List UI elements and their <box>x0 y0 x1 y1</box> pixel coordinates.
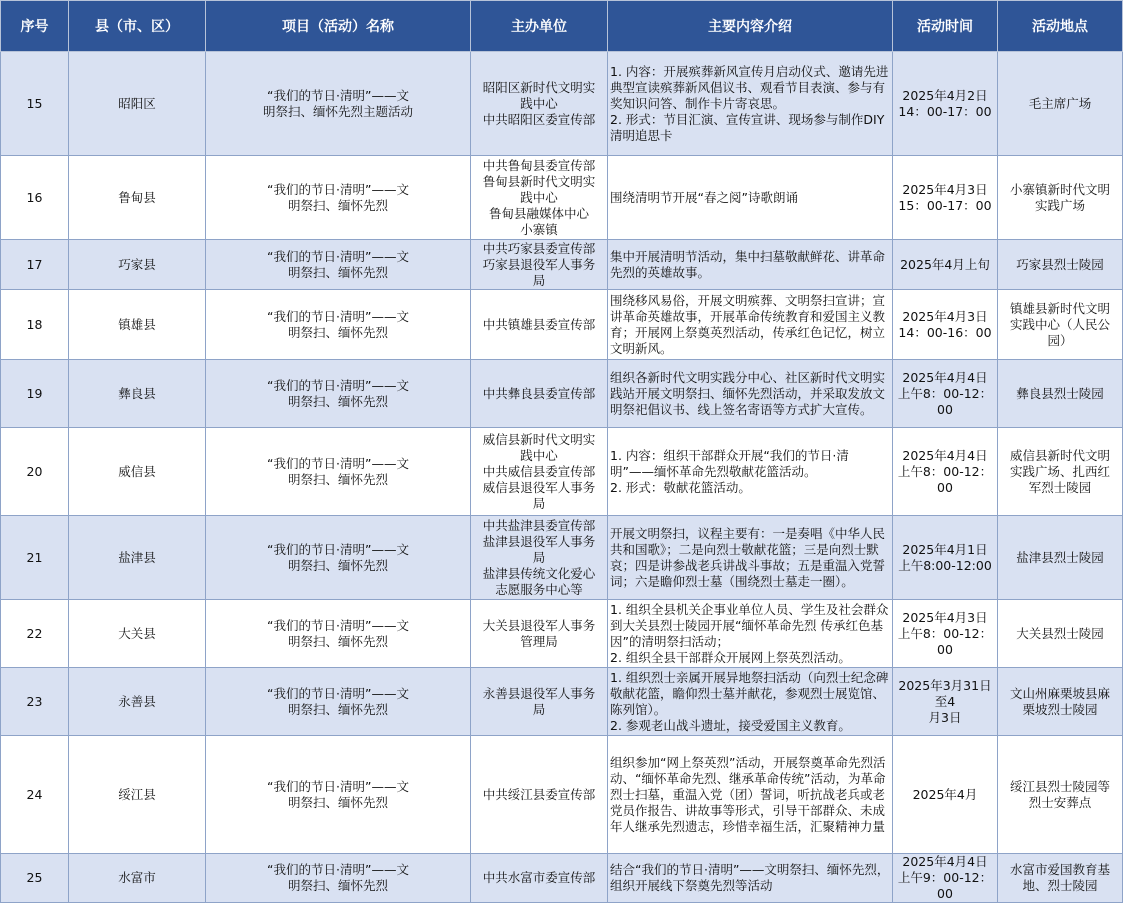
cell-name: “我们的节日·清明”——文 明祭扫、缅怀先烈 <box>206 736 471 854</box>
cell-content: 组织各新时代文明实践分中心、社区新时代文明实践站开展文明祭扫、缅怀先烈活动，并采取发放文明祭祀倡议书、线上签名寄语等方式扩大宣传。 <box>608 360 893 428</box>
cell-place: 彝良县烈士陵园 <box>998 360 1123 428</box>
cell-name: “我们的节日·清明”——文 明祭扫、缅怀先烈 <box>206 516 471 600</box>
cell-name: “我们的节日·清明”——文 明祭扫、缅怀先烈 <box>206 290 471 360</box>
cell-no: 15 <box>1 52 69 156</box>
cell-name: “我们的节日·清明”——文 明祭扫、缅怀先烈 <box>206 240 471 290</box>
table-row <box>1 52 1123 156</box>
cell-county: 威信县 <box>69 428 206 516</box>
cell-content: 围绕移风易俗，开展文明殡葬、文明祭扫宣讲；宣讲革命英雄故事，开展革命传统教育和爱国主义教育；开展网上祭奠英烈活动，传承红色记忆，树立文明新风。 <box>608 290 893 360</box>
cell-content: 1. 组织全县机关企事业单位人员、学生及社会群众到大关县烈士陵园开展“缅怀革命先烈 传承红色基因”的清明祭扫活动； 2. 组织全县干部群众开展网上祭英烈活动。 <box>608 600 893 668</box>
cell-no: 25 <box>1 854 69 903</box>
cell-time: 2025年4月4日 上午9：00-12：00 <box>893 854 998 903</box>
cell-org: 中共镇雄县委宣传部 <box>471 290 608 360</box>
cell-content: 开展文明祭扫，议程主要有：一是奏唱《中华人民共和国歌》；二是向烈士敬献花篮；三是向烈士默哀；四是讲参战老兵讲战斗事故；五是重温入党誓词；六是瞻仰烈士墓（围绕烈士墓走一圈）。 <box>608 516 893 600</box>
cell-no: 21 <box>1 516 69 600</box>
cell-org: 永善县退役军人事务 局 <box>471 668 608 736</box>
cell-content: 集中开展清明节活动，集中扫墓敬献鲜花、讲革命先烈的英雄故事。 <box>608 240 893 290</box>
table-row <box>1 516 1123 600</box>
cell-time: 2025年4月上旬 <box>893 240 998 290</box>
table-row <box>1 360 1123 428</box>
cell-org: 中共绥江县委宣传部 <box>471 736 608 854</box>
cell-time: 2025年4月4日 上午8：00-12：00 <box>893 428 998 516</box>
cell-county: 鲁甸县 <box>69 156 206 240</box>
cell-name: “我们的节日·清明”——文 明祭扫、缅怀先烈 <box>206 854 471 903</box>
cell-county: 昭阳区 <box>69 52 206 156</box>
table-row <box>1 854 1123 903</box>
cell-time: 2025年4月 <box>893 736 998 854</box>
cell-time: 2025年4月3日 14：00-16：00 <box>893 290 998 360</box>
col-header-content: 主要内容介绍 <box>608 1 893 52</box>
cell-content: 结合“我们的节日·清明”——文明祭扫、缅怀先烈，组织开展线下祭奠先烈等活动 <box>608 854 893 903</box>
cell-name: “我们的节日·清明”——文 明祭扫、缅怀先烈 <box>206 428 471 516</box>
cell-name: “我们的节日·清明”——文 明祭扫、缅怀先烈 <box>206 156 471 240</box>
cell-place: 大关县烈士陵园 <box>998 600 1123 668</box>
cell-place: 毛主席广场 <box>998 52 1123 156</box>
table-row <box>1 290 1123 360</box>
table-row <box>1 668 1123 736</box>
cell-place: 文山州麻栗坡县麻 栗坡烈士陵园 <box>998 668 1123 736</box>
col-header-name: 项目（活动）名称 <box>206 1 471 52</box>
cell-content: 组织参加“网上祭英烈”活动，开展祭奠革命先烈活动、“缅怀革命先烈、继承革命传统”活动，为革命烈士扫墓，重温入党（团）誓词，听抗战老兵或老党员作报告、讲故事等形式，引导干部群众、未成年人继承先烈遗志，珍惜幸福生活，汇聚精神力量 <box>608 736 893 854</box>
cell-county: 永善县 <box>69 668 206 736</box>
cell-content: 1. 内容：组织干部群众开展“我们的节日·清明”——缅怀革命先烈敬献花篮活动。 2. 形式：敬献花篮活动。 <box>608 428 893 516</box>
cell-time: 2025年4月2日 14：00-17：00 <box>893 52 998 156</box>
cell-place: 威信县新时代文明 实践广场、扎西红 军烈士陵园 <box>998 428 1123 516</box>
cell-content: 围绕清明节开展“春之阅”诗歌朗诵 <box>608 156 893 240</box>
cell-time: 2025年4月3日 15：00-17：00 <box>893 156 998 240</box>
cell-place: 盐津县烈士陵园 <box>998 516 1123 600</box>
col-header-place: 活动地点 <box>998 1 1123 52</box>
cell-place: 水富市爱国教育基 地、烈士陵园 <box>998 854 1123 903</box>
cell-name: “我们的节日·清明”——文 明祭扫、缅怀先烈 <box>206 668 471 736</box>
cell-county: 绥江县 <box>69 736 206 854</box>
cell-county: 镇雄县 <box>69 290 206 360</box>
cell-content: 1. 组织烈士亲属开展异地祭扫活动（向烈士纪念碑敬献花篮，瞻仰烈士墓并献花，参观烈士展览馆、陈列馆）。 2. 参观老山战斗遗址，接受爱国主义教育。 <box>608 668 893 736</box>
cell-content: 1. 内容：开展殡葬新风宣传月启动仪式、邀请先进典型宣读殡葬新风倡议书、观看节目表演、参与有奖知识问答、制作卡片寄哀思。 2. 形式：节目汇演、宣传宣讲、现场参与制作DIY清明追思卡 <box>608 52 893 156</box>
col-header-county: 县（市、区） <box>69 1 206 52</box>
cell-name: “我们的节日·清明”——文 明祭扫、缅怀先烈 <box>206 600 471 668</box>
cell-name: “我们的节日·清明”——文 明祭扫、缅怀先烈 <box>206 360 471 428</box>
cell-time: 2025年4月1日 上午8:00-12:00 <box>893 516 998 600</box>
table-row <box>1 428 1123 516</box>
table-row <box>1 600 1123 668</box>
cell-place: 绥江县烈士陵园等 烈士安葬点 <box>998 736 1123 854</box>
cell-place: 巧家县烈士陵园 <box>998 240 1123 290</box>
cell-place: 小寨镇新时代文明 实践广场 <box>998 156 1123 240</box>
cell-org: 中共盐津县委宣传部 盐津县退役军人事务 局 盐津县传统文化爱心 志愿服务中心等 <box>471 516 608 600</box>
cell-time: 2025年3月31日至4 月3日 <box>893 668 998 736</box>
cell-org: 中共巧家县委宣传部 巧家县退役军人事务 局 <box>471 240 608 290</box>
cell-no: 22 <box>1 600 69 668</box>
cell-no: 18 <box>1 290 69 360</box>
cell-time: 2025年4月3日 上午8：00-12：00 <box>893 600 998 668</box>
table-row <box>1 736 1123 854</box>
cell-time: 2025年4月4日 上午8：00-12：00 <box>893 360 998 428</box>
cell-no: 20 <box>1 428 69 516</box>
cell-county: 水富市 <box>69 854 206 903</box>
cell-org: 大关县退役军人事务 管理局 <box>471 600 608 668</box>
cell-org: 中共水富市委宣传部 <box>471 854 608 903</box>
cell-county: 大关县 <box>69 600 206 668</box>
cell-place: 镇雄县新时代文明 实践中心（人民公 园） <box>998 290 1123 360</box>
cell-county: 彝良县 <box>69 360 206 428</box>
cell-county: 巧家县 <box>69 240 206 290</box>
cell-org: 威信县新时代文明实 践中心 中共威信县委宣传部 威信县退役军人事务 局 <box>471 428 608 516</box>
cell-no: 17 <box>1 240 69 290</box>
cell-no: 23 <box>1 668 69 736</box>
col-header-org: 主办单位 <box>471 1 608 52</box>
cell-org: 昭阳区新时代文明实 践中心 中共昭阳区委宣传部 <box>471 52 608 156</box>
cell-no: 19 <box>1 360 69 428</box>
table-row <box>1 156 1123 240</box>
cell-no: 16 <box>1 156 69 240</box>
cell-no: 24 <box>1 736 69 854</box>
col-header-no: 序号 <box>1 1 69 52</box>
cell-county: 盐津县 <box>69 516 206 600</box>
cell-name: “我们的节日·清明”——文 明祭扫、缅怀先烈主题活动 <box>206 52 471 156</box>
table-row <box>1 240 1123 290</box>
table-header-row <box>1 1 1123 52</box>
cell-org: 中共彝良县委宣传部 <box>471 360 608 428</box>
col-header-time: 活动时间 <box>893 1 998 52</box>
cell-org: 中共鲁甸县委宣传部 鲁甸县新时代文明实 践中心 鲁甸县融媒体中心 小寨镇 <box>471 156 608 240</box>
